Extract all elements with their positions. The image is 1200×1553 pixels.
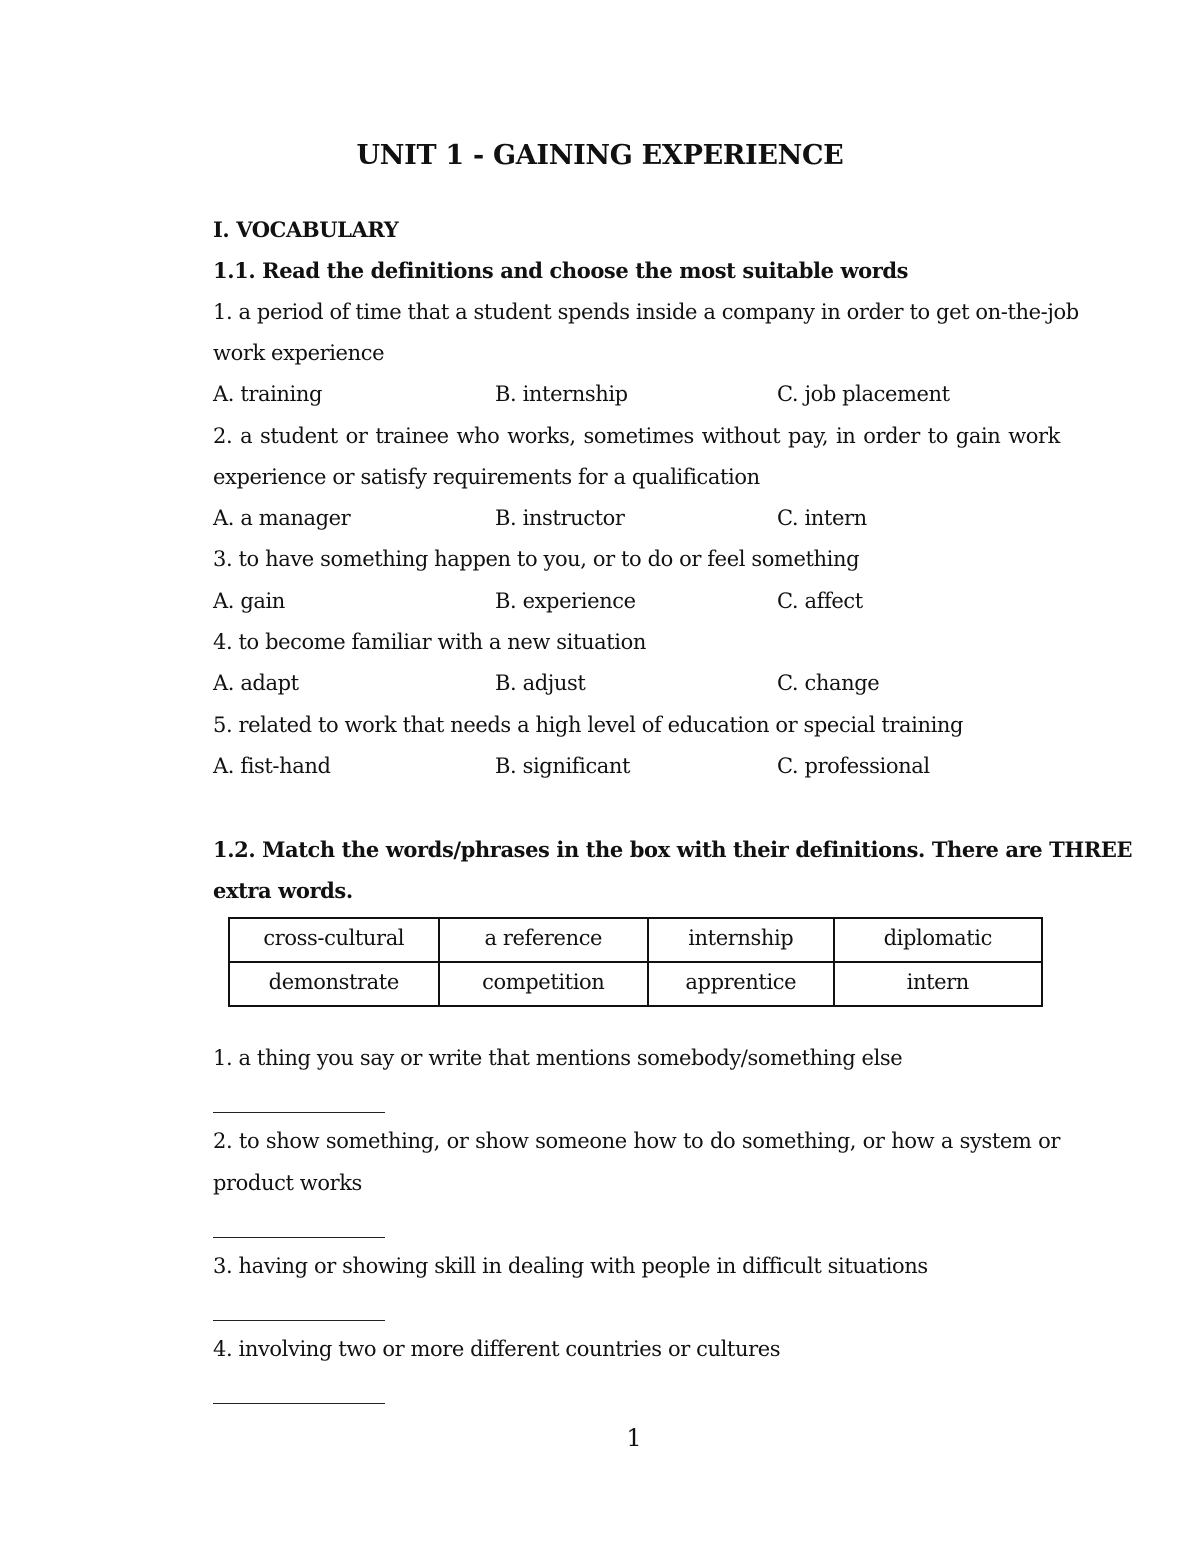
answer-blank-3 — [213, 1320, 385, 1321]
question-3-option-c: C. affect — [777, 589, 863, 613]
word-box-cell: apprentice — [648, 962, 834, 1006]
word-box-cell: intern — [834, 962, 1042, 1006]
definition-2-line-1: 2. to show something, or show someone how to do something, or how a system or — [213, 1129, 1060, 1153]
question-1-option-c: C. job placement — [777, 382, 950, 406]
question-1-option-b: B. internship — [495, 382, 628, 406]
word-box-cell: cross-cultural — [229, 918, 439, 962]
question-5-option-a: A. fist-hand — [213, 754, 331, 778]
question-5-option-c: C. professional — [777, 754, 930, 778]
question-2-line-2: experience or satisfy requirements for a qualification — [213, 465, 760, 489]
question-3-option-b: B. experience — [495, 589, 636, 613]
question-2-option-a: A. a manager — [213, 506, 351, 530]
word-box — [228, 917, 1043, 1007]
exercise-1-2-heading-line-2: extra words. — [213, 878, 353, 903]
answer-blank-2 — [213, 1237, 385, 1238]
question-4-line-1: 4. to become familiar with a new situation — [213, 630, 646, 654]
question-1-option-a: A. training — [213, 382, 323, 406]
question-5-option-b: B. significant — [495, 754, 631, 778]
page-number: 1 — [626, 1424, 642, 1452]
page-title: UNIT 1 - GAINING EXPERIENCE — [356, 140, 844, 171]
question-3-line-1: 3. to have something happen to you, or to do or feel something — [213, 547, 860, 571]
question-4-option-c: C. change — [777, 671, 880, 695]
section-heading: I. VOCABULARY — [213, 217, 399, 242]
question-4-option-a: A. adapt — [213, 671, 299, 695]
definition-2-line-2: product works — [213, 1171, 362, 1195]
exercise-1-2-heading-line-1: 1.2. Match the words/phrases in the box with their definitions. There are THREE — [213, 837, 1133, 862]
definition-1-line-1: 1. a thing you say or write that mentions somebody/something else — [213, 1046, 903, 1070]
answer-blank-1 — [213, 1112, 385, 1113]
answer-blank-4 — [213, 1403, 385, 1404]
question-2-line-1: 2. a student or trainee who works, sometimes without pay, in order to gain work — [213, 424, 1060, 448]
question-4-option-b: B. adjust — [495, 671, 586, 695]
definition-4-line-1: 4. involving two or more different countries or cultures — [213, 1337, 781, 1361]
exercise-1-1-heading: 1.1. Read the definitions and choose the most suitable words — [213, 258, 909, 283]
word-box-cell: competition — [439, 962, 648, 1006]
word-box-row — [229, 918, 1042, 962]
question-1-line-1: 1. a period of time that a student spends inside a company in order to get on-the-job — [213, 300, 1079, 324]
question-2-option-b: B. instructor — [495, 506, 625, 530]
word-box-cell: diplomatic — [834, 918, 1042, 962]
word-box-row — [229, 962, 1042, 1006]
question-5-line-1: 5. related to work that needs a high level of education or special training — [213, 713, 964, 737]
word-box-cell: demonstrate — [229, 962, 439, 1006]
question-2-option-c: C. intern — [777, 506, 867, 530]
question-3-option-a: A. gain — [213, 589, 285, 613]
word-box-cell: internship — [648, 918, 834, 962]
question-1-line-2: work experience — [213, 341, 385, 365]
definition-3-line-1: 3. having or showing skill in dealing with people in difficult situations — [213, 1254, 928, 1278]
word-box-cell: a reference — [439, 918, 648, 962]
